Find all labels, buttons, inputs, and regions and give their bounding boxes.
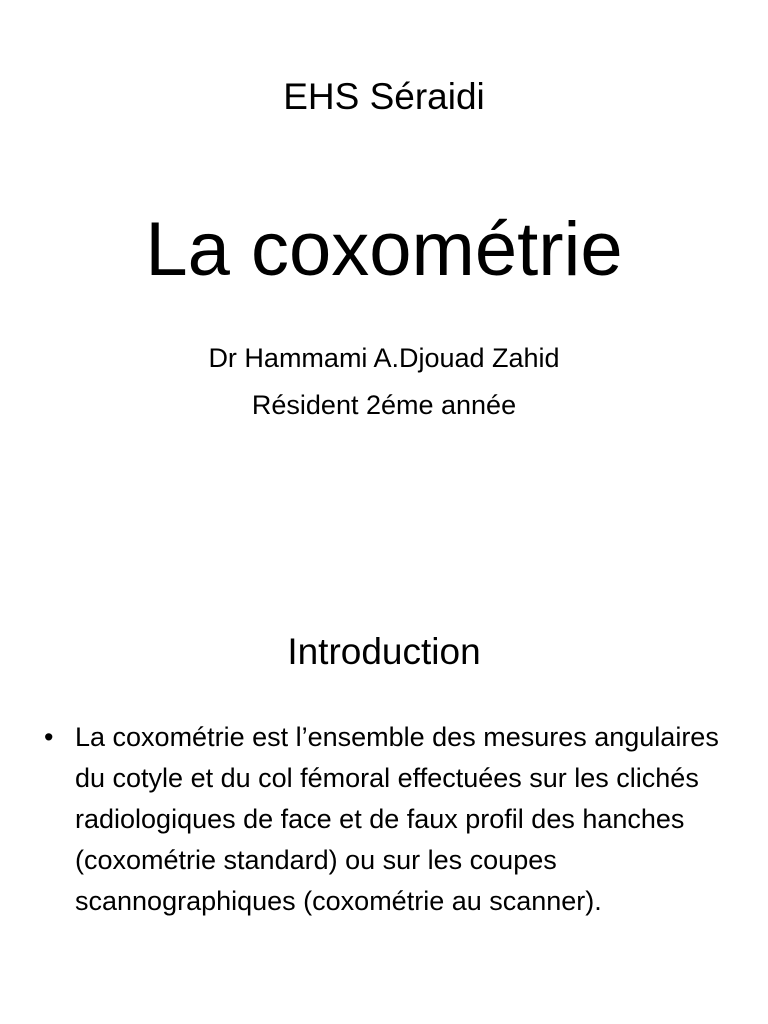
bullet-list bbox=[44, 717, 734, 922]
introduction-slide bbox=[0, 512, 768, 1024]
author-name: Dr Hammami A.Djouad Zahid bbox=[208, 343, 560, 373]
author-role: Résident 2éme année bbox=[251, 390, 517, 420]
author-block bbox=[0, 335, 768, 429]
organization-name: EHS Séraidi bbox=[283, 76, 485, 117]
bullet-text: La coxométrie est l’ensemble des mesures angulaires du cotyle et du col fémoral effectuées sur les clichés radiologiques de face et de faux profil des hanches (coxométrie standard) ou sur les coupes scannographiques (coxométrie au scanner). bbox=[75, 722, 719, 916]
bullet-item bbox=[44, 717, 734, 922]
presentation-title: La coxométrie bbox=[145, 207, 623, 292]
bullet-dot-icon: • bbox=[44, 722, 54, 752]
section-heading: Introduction bbox=[287, 631, 481, 672]
